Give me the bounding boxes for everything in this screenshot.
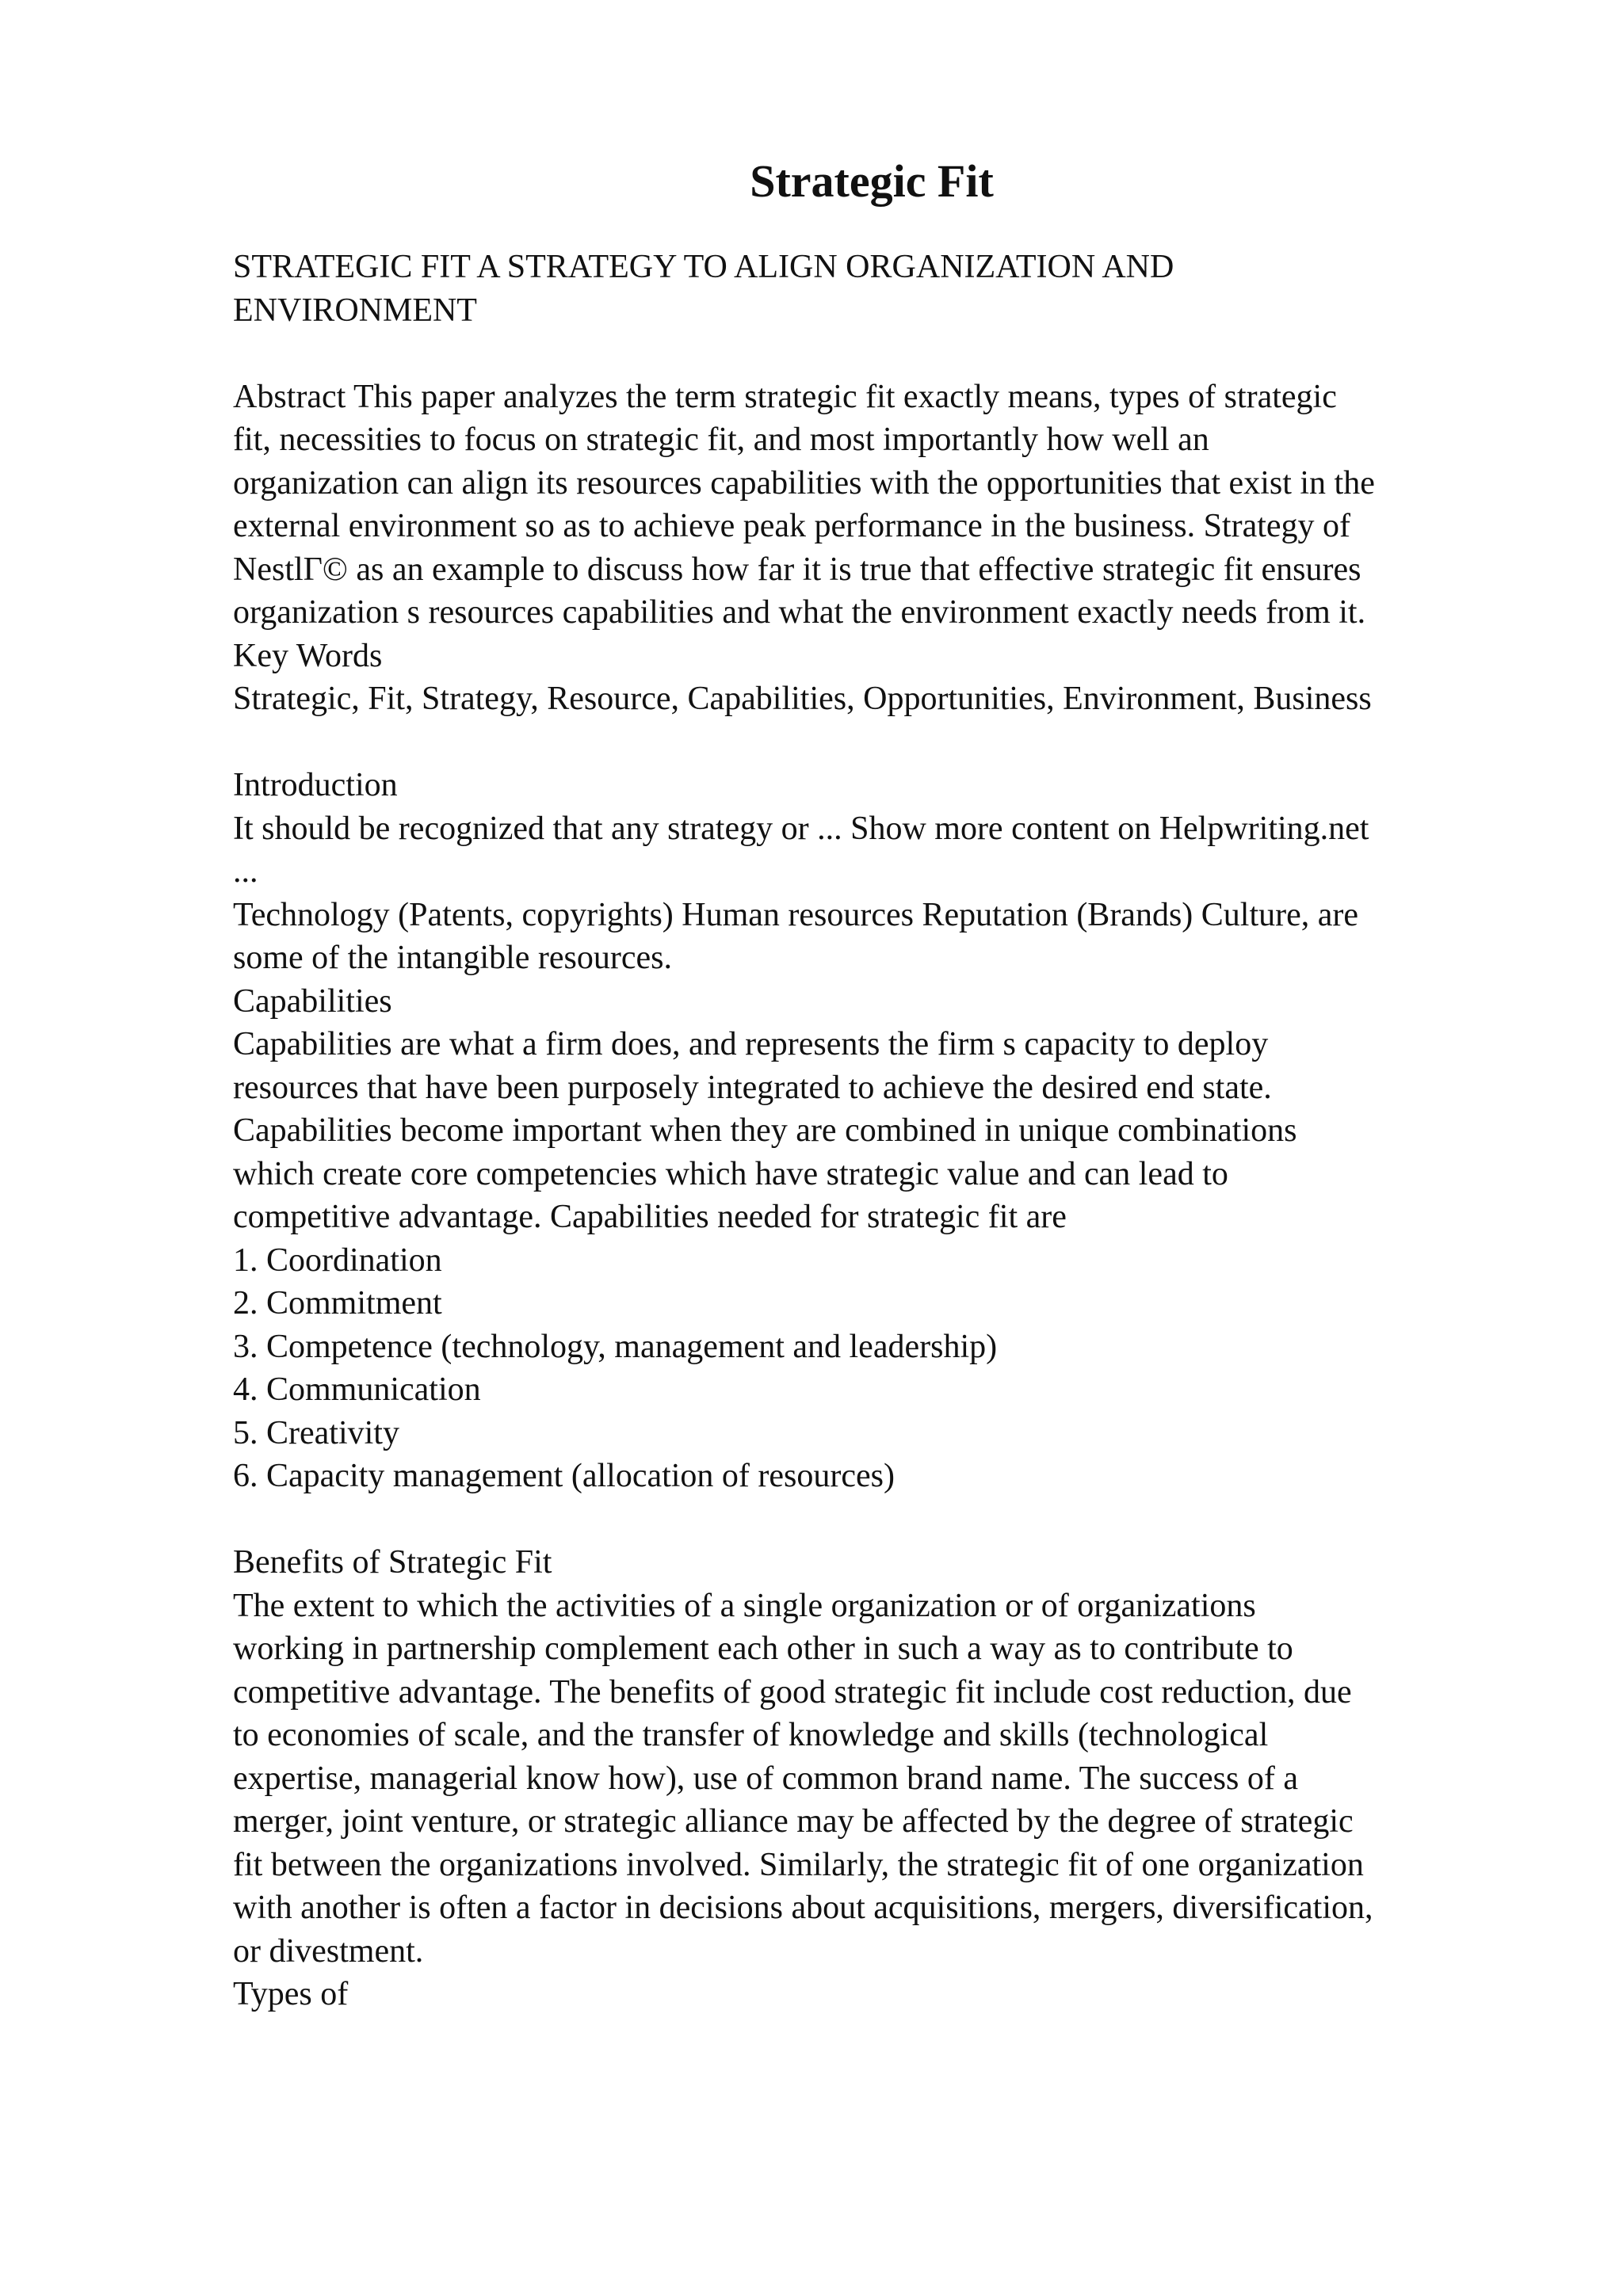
benefits-line: with another is often a factor in decisions about acquisitions, mergers, diversification, — [233, 1890, 1373, 1926]
benefits-line: competitive advantage. The benefits of good strategic fit include cost reduction, due — [233, 1673, 1352, 1711]
list-item: 2. Commitment — [233, 1285, 442, 1322]
capabilities-line: Capabilities are what a firm does, and represents the firm s capacity to deploy — [233, 1026, 1269, 1062]
paragraph-gap — [233, 721, 1517, 765]
intangible-line: some of the intangible resources. — [233, 940, 672, 976]
benefits-line: expertise, managerial know how), use of common brand name. The success of a — [233, 1760, 1298, 1797]
benefits-line: working in partnership complement each other in such a way as to contribute to — [233, 1630, 1293, 1667]
paragraph-gap — [233, 1498, 1517, 1542]
benefits-line: or divestment. — [233, 1932, 424, 1970]
introduction-heading: Introduction — [233, 767, 398, 803]
intangible-line: Technology (Patents, copyrights) Human resources Reputation (Brands) Culture, are — [233, 896, 1359, 933]
list-item: 1. Coordination — [233, 1241, 442, 1279]
introduction-line: It should be recognized that any strategy or ... Show more content on Helpwriting.net — [233, 810, 1369, 847]
benefits-line: merger, joint venture, or strategic alliance may be affected by the degree of strategic — [233, 1803, 1354, 1840]
page-title: Strategic Fit — [750, 155, 994, 207]
abstract-line: Abstract This paper analyzes the term strategic fit exactly means, types of strategic — [233, 378, 1337, 415]
capabilities-line: resources that have been purposely integrated to achieve the desired end state. — [233, 1069, 1272, 1106]
subtitle-line: ENVIRONMENT — [233, 292, 477, 329]
abstract-line: fit, necessities to focus on strategic fit, and most importantly how well an — [233, 421, 1209, 458]
paragraph-gap — [233, 332, 1517, 376]
key-words: Strategic, Fit, Strategy, Resource, Capabilities, Opportunities, Environment, Business — [233, 681, 1372, 717]
list-item: 6. Capacity management (allocation of resources) — [233, 1458, 895, 1494]
capabilities-line: competitive advantage. Capabilities needed for strategic fit are — [233, 1199, 1067, 1235]
capabilities-line: which create core competencies which have strategic value and can lead to — [233, 1155, 1228, 1192]
abstract-line: organization can align its resources capabilities with the opportunities that exist in the — [233, 464, 1375, 502]
capabilities-line: Capabilities become important when they are combined in unique combinations — [233, 1112, 1297, 1149]
abstract-line: organization s resources capabilities and what the environment exactly needs from it. — [233, 594, 1366, 631]
types-heading: Types of — [233, 1976, 349, 2012]
introduction-line: ... — [233, 853, 258, 890]
benefits-line: to economies of scale, and the transfer of knowledge and skills (technological — [233, 1717, 1269, 1753]
list-item: 5. Creativity — [233, 1414, 399, 1451]
benefits-heading: Benefits of Strategic Fit — [233, 1544, 552, 1581]
abstract-line: external environment so as to achieve peak performance in the business. Strategy of — [233, 508, 1351, 544]
list-item: 4. Communication — [233, 1371, 481, 1408]
capabilities-heading: Capabilities — [233, 982, 392, 1020]
subtitle-line: STRATEGIC FIT A STRATEGY TO ALIGN ORGANIZATION AND — [233, 249, 1174, 285]
benefits-line: The extent to which the activities of a single organization or of organizations — [233, 1587, 1256, 1624]
list-item: 3. Competence (technology, management and leadership) — [233, 1328, 998, 1365]
document-body — [233, 246, 1517, 2016]
key-words-heading: Key Words — [233, 637, 383, 674]
abstract-line: NestlГ© as an example to discuss how far it is true that effective strategic fit ensures — [233, 551, 1361, 588]
benefits-line: fit between the organizations involved. Similarly, the strategic fit of one organization — [233, 1846, 1364, 1883]
